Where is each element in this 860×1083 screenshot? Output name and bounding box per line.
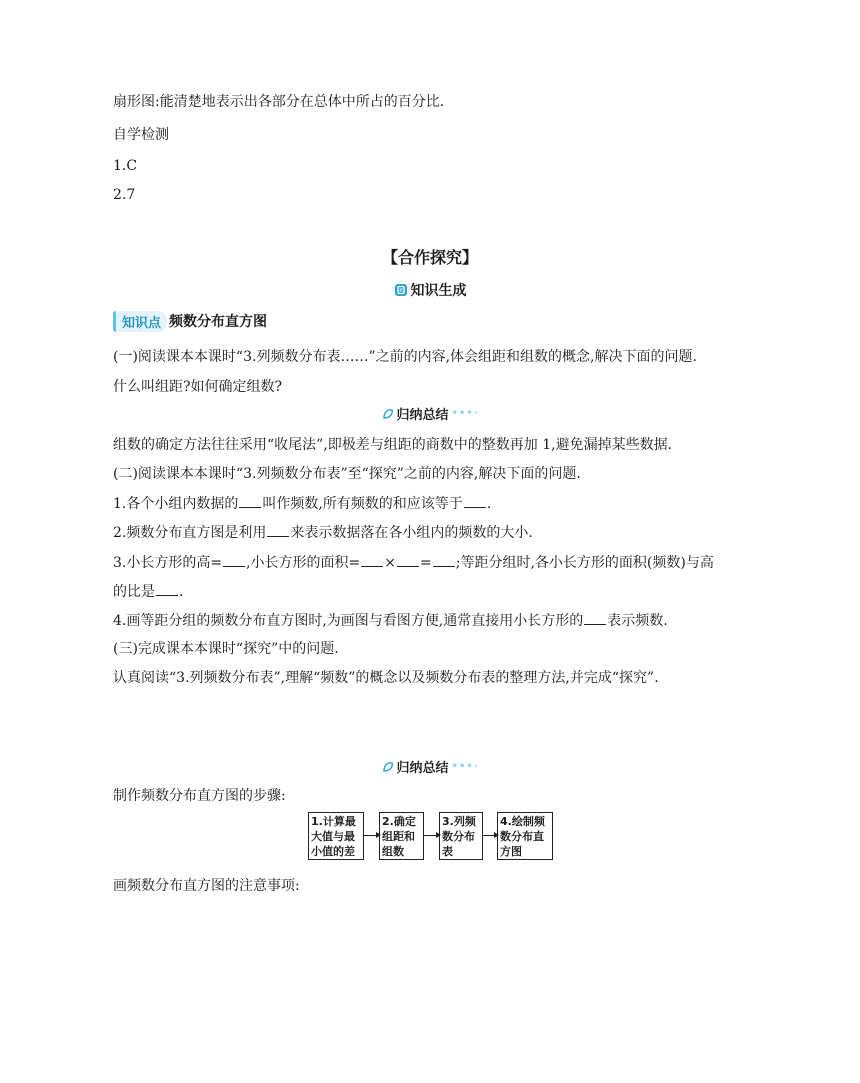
paragraph-3: 组数的确定方法往往采用“收尾法”,即极差与组距的商数中的整数再加 1,避免漏掉某些数据. (113, 437, 673, 453)
answer-blank[interactable] (433, 553, 455, 567)
summary-header-1 (0, 404, 860, 424)
arrow-right-icon (483, 835, 497, 836)
q3-text-a: 3.小长方形的高= (113, 555, 223, 571)
arrow-right-icon (364, 835, 379, 836)
paragraph-7: 制作频数分布直方图的步骤: (113, 788, 286, 804)
question-4 (113, 611, 668, 630)
intro-line-1: 扇形图:能清楚地表示出各部分在总体中所占的百分比. (113, 94, 445, 110)
flow-step-2: 2.确定 组距和 组数 (379, 812, 424, 860)
decorative-dots: •••· (451, 761, 479, 772)
paragraph-5: (三)完成课本本课时“探究”中的问题. (113, 641, 339, 657)
arrow-right-icon (424, 835, 439, 836)
leaf-icon (382, 761, 394, 773)
answer-blank[interactable] (464, 494, 486, 508)
leaf-icon (382, 408, 394, 420)
answer-blank[interactable] (239, 494, 261, 508)
answer-blank[interactable] (267, 523, 289, 537)
book-icon (394, 283, 408, 297)
steps-flowchart (308, 812, 554, 862)
flow-step-1: 1.计算最 大值与最 小值的差 (308, 812, 364, 860)
paragraph-8: 画频数分布直方图的注意事项: (113, 878, 300, 894)
answer-blank[interactable] (361, 553, 383, 567)
q1-text-c: . (486, 496, 492, 512)
answer-blank[interactable] (397, 553, 419, 567)
q1-text-b: 叫作频数,所有频数的和应该等于 (262, 496, 463, 512)
q4-text-a: 4.画等距分组的频数分布直方图时,为画图与看图方便,通常直接用小长方形的 (113, 613, 584, 629)
section-title: 【合作探究】 (381, 248, 478, 267)
summary-header-2 (0, 757, 860, 777)
q3-text-c: × (384, 555, 397, 571)
knowledge-point-badge: 知识点 (113, 311, 167, 332)
section-subtitle (0, 280, 860, 301)
answer-blank[interactable] (584, 611, 606, 625)
flow-step-4: 4.绘制频 数分布直 方图 (497, 812, 553, 860)
subtitle-text: 知识生成 (410, 283, 467, 299)
knowledge-point-header (113, 311, 267, 331)
q3-text-e: ;等距分组时,各小长方形的面积(频数)与高 (455, 555, 714, 571)
q3-text-b: ,小长方形的面积= (246, 555, 361, 571)
q4-text-b: 表示频数. (607, 613, 668, 629)
q3-text-f: 的比是 (113, 584, 155, 600)
q3-text-g: . (179, 584, 184, 600)
paragraph-1: (一)阅读课本本课时“3.列频数分布表……”之前的内容,体会组距和组数的概念,解决下面的问题. (113, 349, 697, 365)
question-3 (113, 553, 714, 572)
flow-step-3: 3.列频 数分布 表 (439, 812, 483, 860)
q3-text-d: = (420, 555, 432, 571)
q2-text-b: 来表示数据落在各小组内的频数的大小. (290, 525, 533, 541)
intro-line-4: 2.7 (113, 187, 136, 203)
q1-text-a: 1.各个小组内数据的 (113, 496, 239, 512)
paragraph-4: (二)阅读课本本课时“3.列频数分布表”至“探究”之前的内容,解决下面的问题. (113, 466, 581, 482)
question-1 (113, 494, 491, 513)
paragraph-6: 认真阅读“3.列频数分布表”,理解“频数”的概念以及频数分布表的整理方法,并完成“探究”. (113, 670, 659, 686)
summary-label-1: 归纳总结 (396, 408, 449, 423)
answer-blank[interactable] (223, 553, 245, 567)
decorative-dots: •••· (451, 408, 479, 419)
question-2 (113, 523, 533, 542)
intro-line-3: 1.C (113, 158, 138, 174)
question-3-cont (113, 582, 183, 601)
summary-label-2: 归纳总结 (396, 761, 449, 776)
knowledge-point-title: 频数分布直方图 (169, 314, 268, 330)
intro-line-2: 自学检测 (113, 127, 169, 143)
paragraph-2: 什么叫组距?如何确定组数? (113, 379, 283, 395)
q2-text-a: 2.频数分布直方图是利用 (113, 525, 267, 541)
answer-blank[interactable] (156, 582, 178, 596)
